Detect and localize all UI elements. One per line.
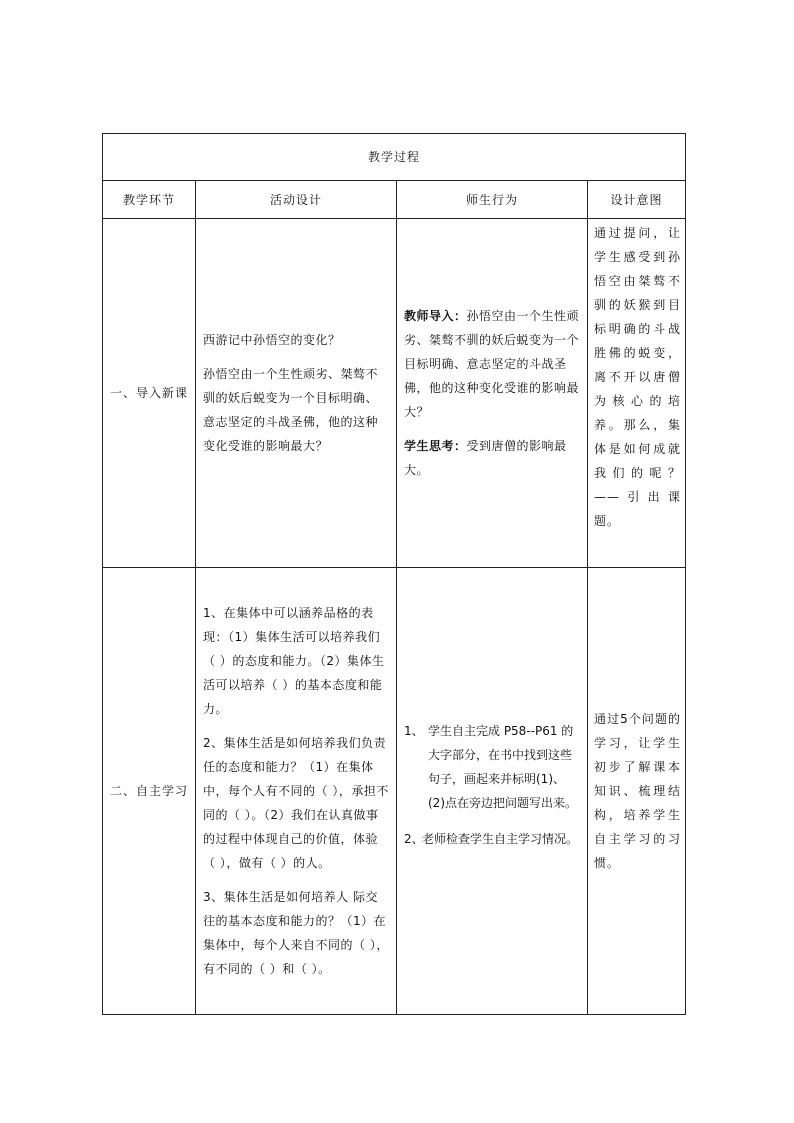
header-stage: 教学环节 [103, 181, 196, 219]
activity-cell [196, 568, 397, 1015]
stage-cell: 一、导入新课 [103, 219, 196, 568]
item-number: 1、 [404, 724, 424, 738]
header-activity: 活动设计 [196, 181, 397, 219]
stage-cell: 二、自主学习 [103, 568, 196, 1015]
item-text: 老师检查学生自主学习情况。 [422, 832, 579, 846]
teacher-text: 孙悟空由一个生性顽劣、桀骜不驯的妖后蜕变为一个目标明确、意志坚定的斗战圣佛，他的这种变化受谁的影响最大？ [404, 309, 580, 419]
header-intent: 设计意图 [588, 181, 686, 219]
activity-cell [196, 219, 397, 568]
activity-question: 西游记中孙悟空的变化？ [203, 333, 341, 347]
student-label: 学生思考： [404, 439, 467, 453]
behavior-cell [397, 219, 588, 568]
activity-text: 孙悟空由一个生性顽劣、桀骜不驯的妖后蜕变为一个目标明确、意志坚定的斗战圣佛，他的这种变化受谁的影响最大？ [203, 367, 379, 453]
table-row [103, 219, 686, 568]
intent-cell [588, 568, 686, 1015]
header-behavior: 师生行为 [397, 181, 588, 219]
teacher-label: 教师导入： [404, 309, 467, 323]
intent-text: 通过提问，让学生感受到孙悟空由桀骜不驯的妖猴到目标明确的斗战胜佛的蜕变，离不开以唐僧为核心的培养。那么，集体是如何成就我们的呢？——引出课题。 [594, 226, 682, 528]
list-item [404, 827, 581, 851]
behavior-cell [397, 568, 588, 1015]
table-title-row [103, 134, 686, 181]
table-header-row [103, 181, 686, 219]
intent-text: 通过5个问题的学习，让学生初步了解课本知识、梳理结构，培养学生自主学习的习惯。 [594, 712, 682, 870]
table-row [103, 568, 686, 1015]
student-text: 受到唐僧的影响最大。 [404, 439, 567, 477]
teacher-intro [404, 304, 581, 424]
student-think [404, 434, 581, 482]
teaching-process-table [102, 133, 686, 1015]
activity-item: 2、集体生活是如何培养我们负责任的态度和能力？（1）在集体中，每个人有不同的（ ），承担不同的（ ）。（2）我们在认真做事的过程中体现自己的价值，体验（ ），做有（ ）的人。 [203, 736, 389, 870]
activity-item: 1、在集体中可以涵养品格的表现：（1）集体生活可以培养我们（ ）的态度和能力。（2）集体生活可以培养（ ）的基本态度和能力。 [203, 606, 385, 716]
table-title: 教学过程 [103, 134, 686, 181]
item-number: 2、 [404, 832, 424, 846]
item-text: 学生自主完成 P58--P61 的大字部分，在书中找到这些句子，画起来并标明(1)、(2)点在旁边把问题写出来。 [428, 724, 577, 810]
intent-cell [588, 219, 686, 568]
activity-item: 3、集体生活是如何培养人 际交往的基本态度和能力的？（1）在集体中，每个人来自不同的（ ），有不同的（ ）和（ ）。 [203, 890, 389, 976]
behavior-list [404, 719, 581, 851]
list-item [404, 719, 581, 815]
